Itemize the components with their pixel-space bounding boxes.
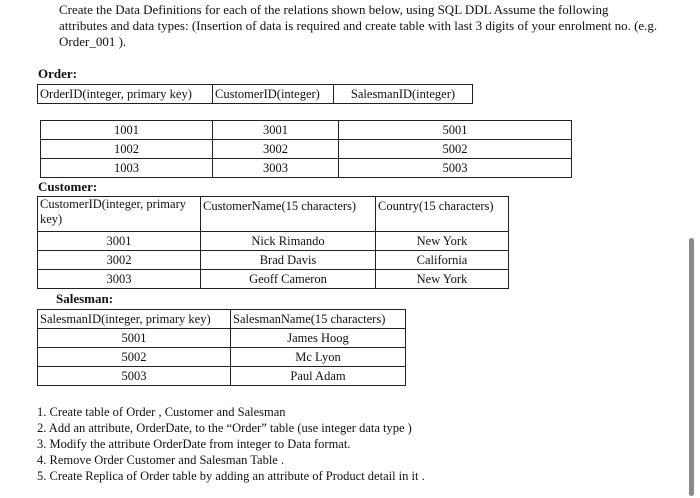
order-cell: 5001 [339,121,572,140]
table-row [41,140,572,159]
customer-header-customername: CustomerName(15 characters) [201,197,376,232]
customer-cell: California [376,251,509,270]
salesman-header-salesmanname: SalesmanName(15 characters) [231,310,406,329]
table-row [38,367,406,386]
list-item: 4. Remove Order Customer and Salesman Table . [37,453,285,467]
salesman-cell: 5003 [38,367,231,386]
customer-cell: 3002 [38,251,201,270]
order-cell: 1003 [41,159,213,178]
order-header-table [37,84,473,104]
table-row [41,159,572,178]
order-header-customerid: CustomerID(integer) [213,85,334,104]
salesman-cell: 5002 [38,348,231,367]
customer-cell: New York [376,270,509,289]
order-header-salesmanid: SalesmanID(integer) [334,85,473,104]
table-row [38,348,406,367]
customer-label: Customer: [38,179,98,194]
customer-cell: Brad Davis [201,251,376,270]
salesman-table [37,309,406,386]
order-cell: 5002 [339,140,572,159]
table-row [38,329,406,348]
table-row [38,270,509,289]
order-label: Order: [38,66,77,81]
customer-cell: Nick Rimando [201,232,376,251]
customer-cell: 3003 [38,270,201,289]
list-item: 3. Modify the attribute OrderDate from integer to Data format. [37,437,351,451]
order-header-orderid: OrderID(integer, primary key) [38,85,213,104]
order-cell: 3001 [213,121,339,140]
customer-header-customerid: CustomerID(integer, primary key) [38,197,201,232]
salesman-header-salesmanid: SalesmanID(integer, primary key) [38,310,231,329]
customer-cell: Geoff Cameron [201,270,376,289]
salesman-cell: 5001 [38,329,231,348]
table-row [38,232,509,251]
customer-cell: 3001 [38,232,201,251]
task-list [37,404,425,484]
order-cell: 1002 [41,140,213,159]
customer-header-country: Country(15 characters) [376,197,509,232]
list-item: 1. Create table of Order , Customer and Salesman [37,405,286,419]
customer-table [37,196,509,289]
salesman-cell: Mc Lyon [231,348,406,367]
table-row [41,121,572,140]
salesman-cell: James Hoog [231,329,406,348]
list-item: 5. Create Replica of Order table by adding an attribute of Product detail in it . [37,469,425,483]
vertical-scrollbar[interactable] [689,238,694,496]
salesman-cell: Paul Adam [231,367,406,386]
salesman-label: Salesman: [56,291,114,306]
order-cell: 3002 [213,140,339,159]
order-cell: 5003 [339,159,572,178]
customer-cell: New York [376,232,509,251]
list-item: 2. Add an attribute, OrderDate, to the “Order” table (use integer data type ) [37,421,412,435]
order-cell: 3003 [213,159,339,178]
table-row [38,251,509,270]
order-data-table [40,120,572,178]
order-cell: 1001 [41,121,213,140]
instructions-paragraph: Create the Data Definitions for each of the relations shown below, using SQL DDL Assume the following attributes and data types: (Insertion of data is required and create table with last 3 digits of your enrolment no. (e.g. Order_001 ). [59,2,658,49]
